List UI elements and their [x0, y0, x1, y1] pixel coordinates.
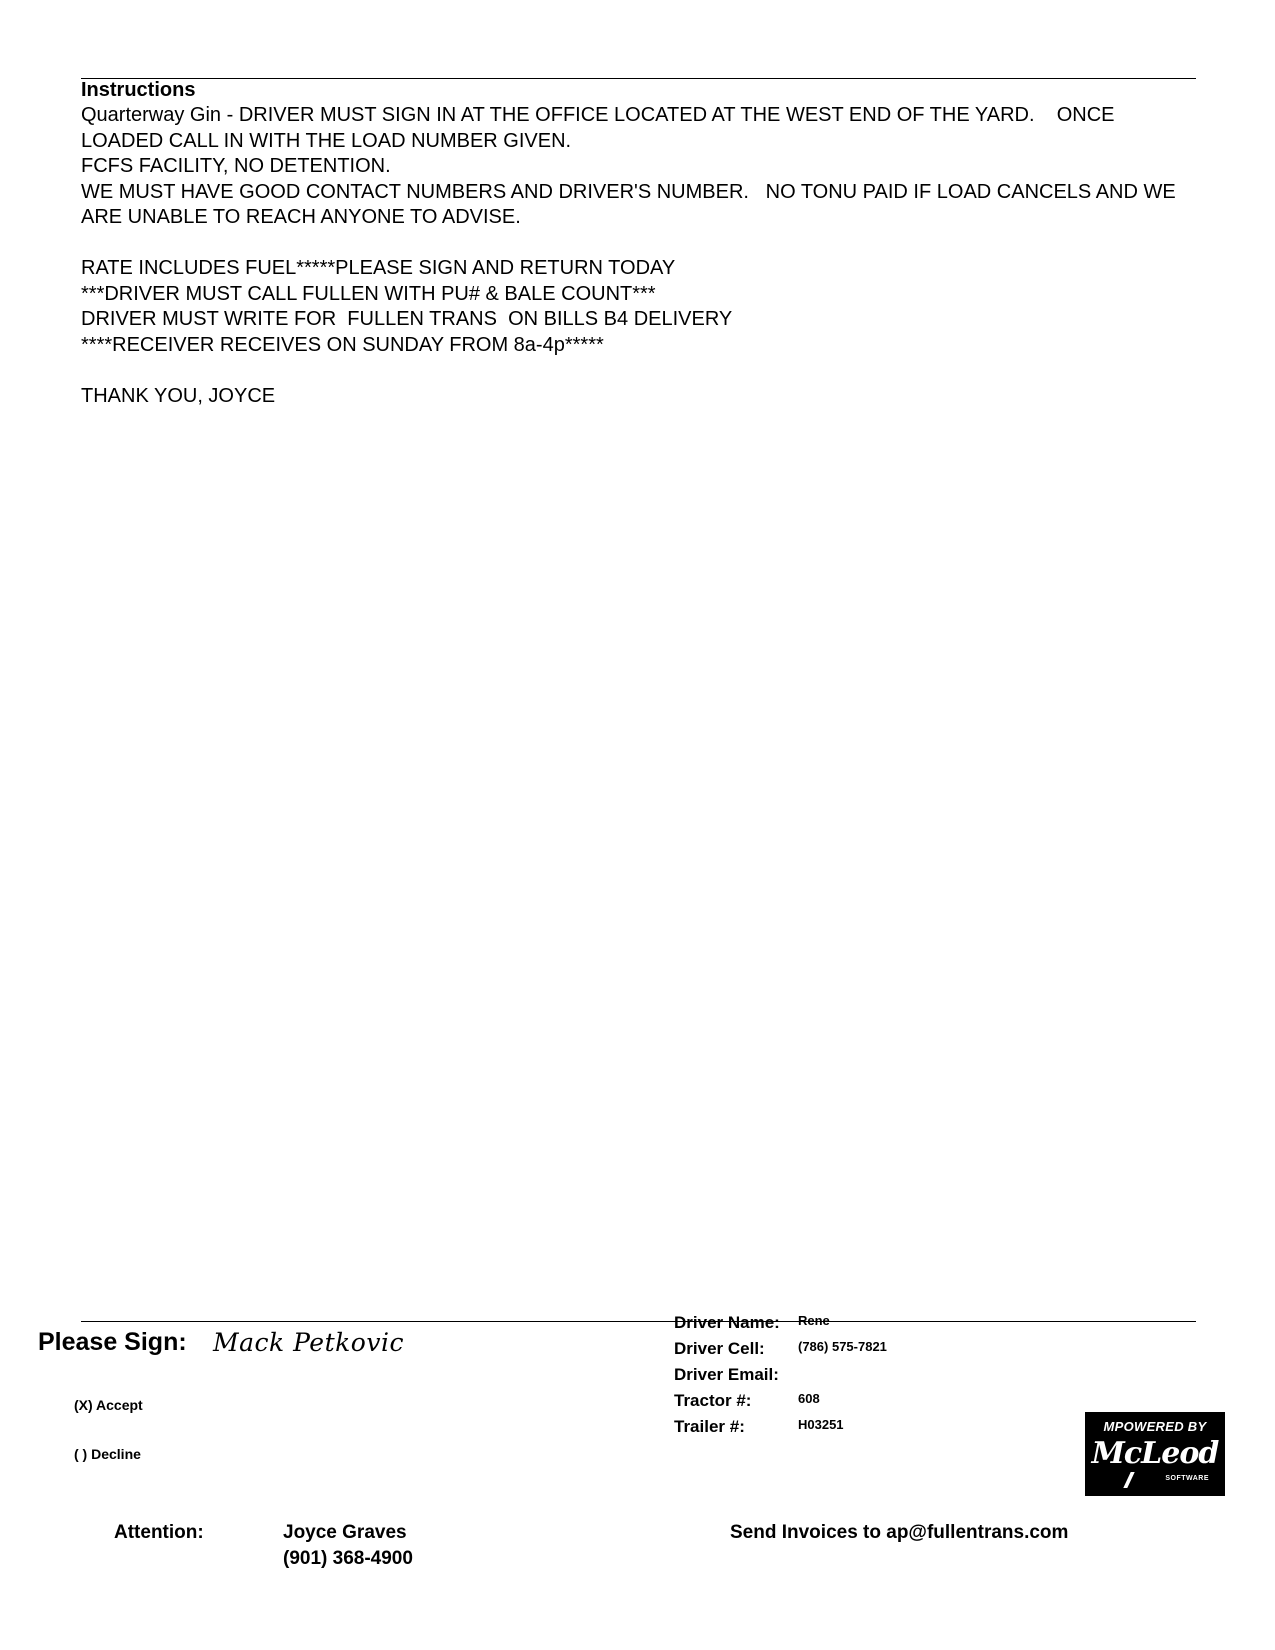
- instruction-line: ****RECEIVER RECEIVES ON SUNDAY FROM 8a-4p*****: [81, 333, 604, 356]
- trailer-label: Trailer #:: [674, 1417, 745, 1436]
- instruction-line: RATE INCLUDES FUEL*****PLEASE SIGN AND RETURN TODAY: [81, 257, 676, 279]
- mcleod-logo: [1085, 1412, 1225, 1496]
- instruction-line: WE MUST HAVE GOOD CONTACT NUMBERS AND DRIVER'S NUMBER. NO TONU PAID IF LOAD CANCELS AND WE: [81, 180, 1176, 203]
- instruction-line: ARE UNABLE TO REACH ANYONE TO ADVISE.: [81, 206, 521, 228]
- signature-value: Mack Petkovic: [213, 1328, 404, 1357]
- instruction-line: LOADED CALL IN WITH THE LOAD NUMBER GIVEN.: [81, 129, 572, 152]
- instruction-line: DRIVER MUST WRITE FOR FULLEN TRANS ON BILLS B4 DELIVERY: [81, 308, 733, 330]
- instruction-spacer: [81, 358, 1231, 384]
- driver-name-label: Driver Name:: [674, 1313, 780, 1332]
- driver-cell-label: Driver Cell:: [674, 1339, 765, 1358]
- logo-brand: McLeod: [1091, 1436, 1219, 1471]
- top-divider: [81, 78, 1196, 79]
- attention-phone: (901) 368-4900: [283, 1548, 413, 1569]
- instruction-line: ***DRIVER MUST CALL FULLEN WITH PU# & BALE COUNT***: [81, 282, 656, 305]
- invoice-instructions: Send Invoices to ap@fullentrans.com: [730, 1522, 1069, 1543]
- accept-option: (X) Accept: [74, 1397, 143, 1413]
- logo-slash-mark: [1123, 1472, 1134, 1488]
- trailer-value: H03251: [798, 1417, 844, 1432]
- instructions-body: [81, 103, 1231, 409]
- instructions-heading: Instructions: [81, 79, 196, 101]
- driver-email-label: Driver Email:: [674, 1365, 779, 1384]
- instruction-spacer: [81, 231, 1231, 257]
- driver-name-value: Rene: [798, 1313, 830, 1328]
- instruction-line: Quarterway Gin - DRIVER MUST SIGN IN AT THE OFFICE LOCATED AT THE WEST END OF THE YARD. ONCE: [81, 104, 1115, 126]
- driver-cell-value: (786) 575-7821: [798, 1339, 887, 1354]
- signature-divider: [81, 1321, 1196, 1322]
- logo-sub-text: SOFTWARE: [1165, 1475, 1209, 1482]
- tractor-label: Tractor #:: [674, 1391, 752, 1410]
- tractor-value: 608: [798, 1391, 820, 1406]
- instruction-line: THANK YOU, JOYCE: [81, 384, 276, 407]
- instruction-line: FCFS FACILITY, NO DETENTION.: [81, 155, 391, 177]
- attention-label: Attention:: [114, 1522, 204, 1543]
- decline-option: ( ) Decline: [74, 1446, 141, 1462]
- attention-name: Joyce Graves: [283, 1522, 407, 1543]
- please-sign-label: Please Sign:: [38, 1328, 187, 1356]
- logo-top-text: MPOWERED BY: [1103, 1419, 1207, 1434]
